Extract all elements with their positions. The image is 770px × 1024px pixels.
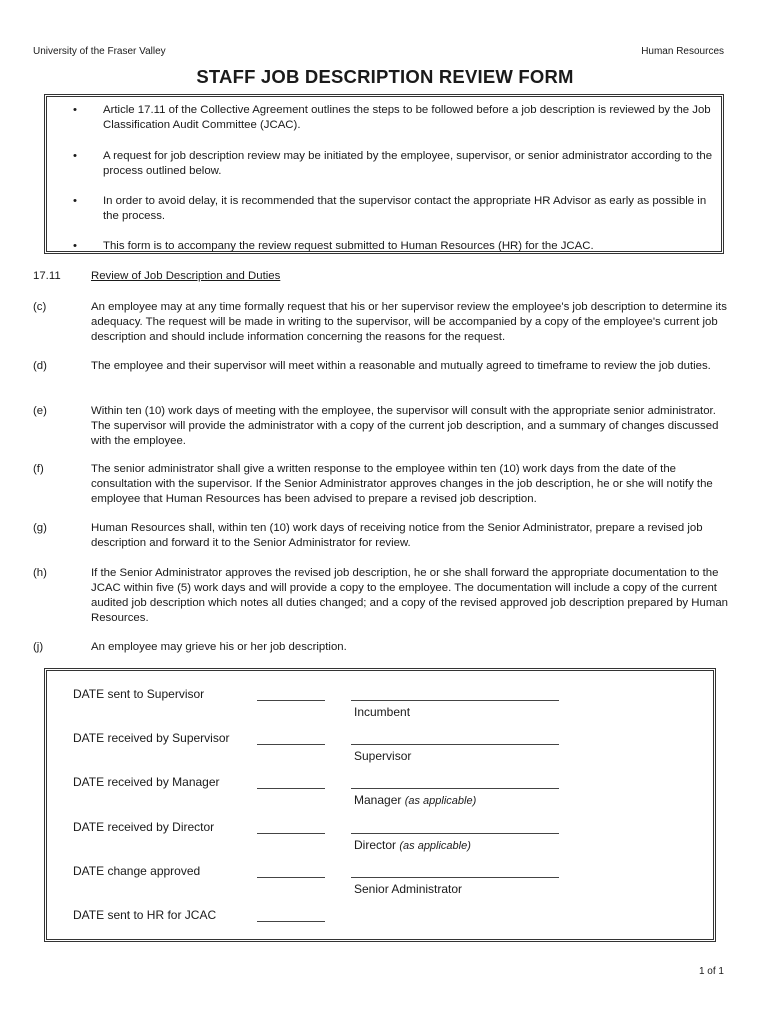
signature-label: Supervisor — [354, 749, 412, 763]
signature-label: Incumbent — [354, 705, 411, 719]
section-heading: Review of Job Description and Duties — [91, 270, 281, 282]
item-text: The employee and their supervisor will meet within a reasonable and mutually agreed to timeframe to review the job duties. — [91, 360, 711, 372]
signature-qualifier: (as applicable) — [404, 795, 477, 807]
item-text: The senior administrator shall give a written response to the employee within ten (10) work days from the date of the consultation with the supervisor. If the Senior Administrator approves changes in the job description, he or she will notify the employee that Human Resources has been advised to prepare a revised job description. — [91, 463, 713, 505]
date-label: DATE received by Manager — [73, 775, 220, 789]
header-institution: University of the Fraser Valley — [33, 46, 166, 57]
bullet-text: This form is to accompany the review request submitted to Human Resources (HR) for the JCAC. — [103, 240, 594, 252]
signoff-form — [44, 668, 716, 942]
instructions-box — [44, 94, 724, 254]
bullet-text: A request for job description review may be initiated by the employee, supervisor, or senior administrator according to the process outlined below. — [103, 150, 713, 177]
date-field[interactable] — [257, 744, 325, 745]
page-number: 1 of 1 — [698, 966, 724, 977]
item-text: An employee may at any time formally request that his or her supervisor review the employee's job description to determine its adequacy. The request will be made in writing to the supervisor, will be accompanied by a copy of the employee's current job description and should include information concerning the reasons for the request. — [91, 301, 727, 343]
item-text: Human Resources shall, within ten (10) work days of receiving notice from the Senior Administrator, prepare a revised job description and forward it to the Senior Administrator for review. — [91, 522, 703, 549]
date-label: DATE sent to Supervisor — [73, 687, 205, 701]
item-label: (j) — [33, 641, 44, 653]
signature-label: Manager (as applicable) — [354, 793, 477, 807]
signature-label: Director (as applicable) — [354, 838, 471, 852]
item-text: If the Senior Administrator approves the revised job description, he or she shall forward the appropriate documentation to the JCAC within five (5) work days and will provide a copy to the employee. The documentation will include a copy of the current audited job description which notes all duties changed; and a copy of the revised approved job description prepared by Human Resources. — [91, 567, 729, 624]
item-text: Within ten (10) work days of meeting with the employee, the supervisor will consult with the appropriate senior administrator. The supervisor will provide the administrator with a copy of the current job description, and a summary of changes discussed with the employee. — [91, 405, 719, 447]
signature-field[interactable] — [351, 744, 559, 745]
date-field[interactable] — [257, 833, 325, 834]
date-field[interactable] — [257, 788, 325, 789]
bullet-text: Article 17.11 of the Collective Agreement outlines the steps to be followed before a job description is reviewed by the Job Classification Audit Committee (JCAC). — [103, 104, 711, 131]
item-text: An employee may grieve his or her job description. — [91, 641, 347, 653]
signature-field[interactable] — [351, 788, 559, 789]
date-field[interactable] — [257, 877, 325, 878]
bullet-dot-icon: • — [73, 195, 77, 207]
item-label: (d) — [33, 360, 47, 372]
header-department: Human Resources — [641, 46, 724, 57]
item-label: (h) — [33, 567, 47, 579]
date-label: DATE received by Director — [73, 820, 215, 834]
signature-label: Senior Administrator — [354, 882, 463, 896]
item-label: (c) — [33, 301, 47, 313]
item-label: (e) — [33, 405, 47, 417]
signature-field[interactable] — [351, 700, 559, 701]
item-label: (f) — [33, 463, 44, 475]
bullet-text: In order to avoid delay, it is recommended that the supervisor contact the appropriate HR Advisor as early as possible in the process. — [103, 195, 707, 222]
item-label: (g) — [33, 522, 47, 534]
date-label: DATE sent to HR for JCAC — [73, 908, 217, 922]
date-label: DATE received by Supervisor — [73, 731, 230, 745]
signature-qualifier: (as applicable) — [399, 840, 471, 852]
bullet-dot-icon: • — [73, 104, 77, 116]
signature-field[interactable] — [351, 877, 559, 878]
page-title: STAFF JOB DESCRIPTION REVIEW FORM — [196, 66, 574, 87]
date-label: DATE change approved — [73, 864, 201, 878]
bullet-dot-icon: • — [73, 240, 77, 252]
date-field[interactable] — [257, 921, 325, 922]
date-field[interactable] — [257, 700, 325, 701]
bullet-dot-icon: • — [73, 150, 77, 162]
section-number: 17.11 — [33, 270, 61, 282]
signature-field[interactable] — [351, 833, 559, 834]
